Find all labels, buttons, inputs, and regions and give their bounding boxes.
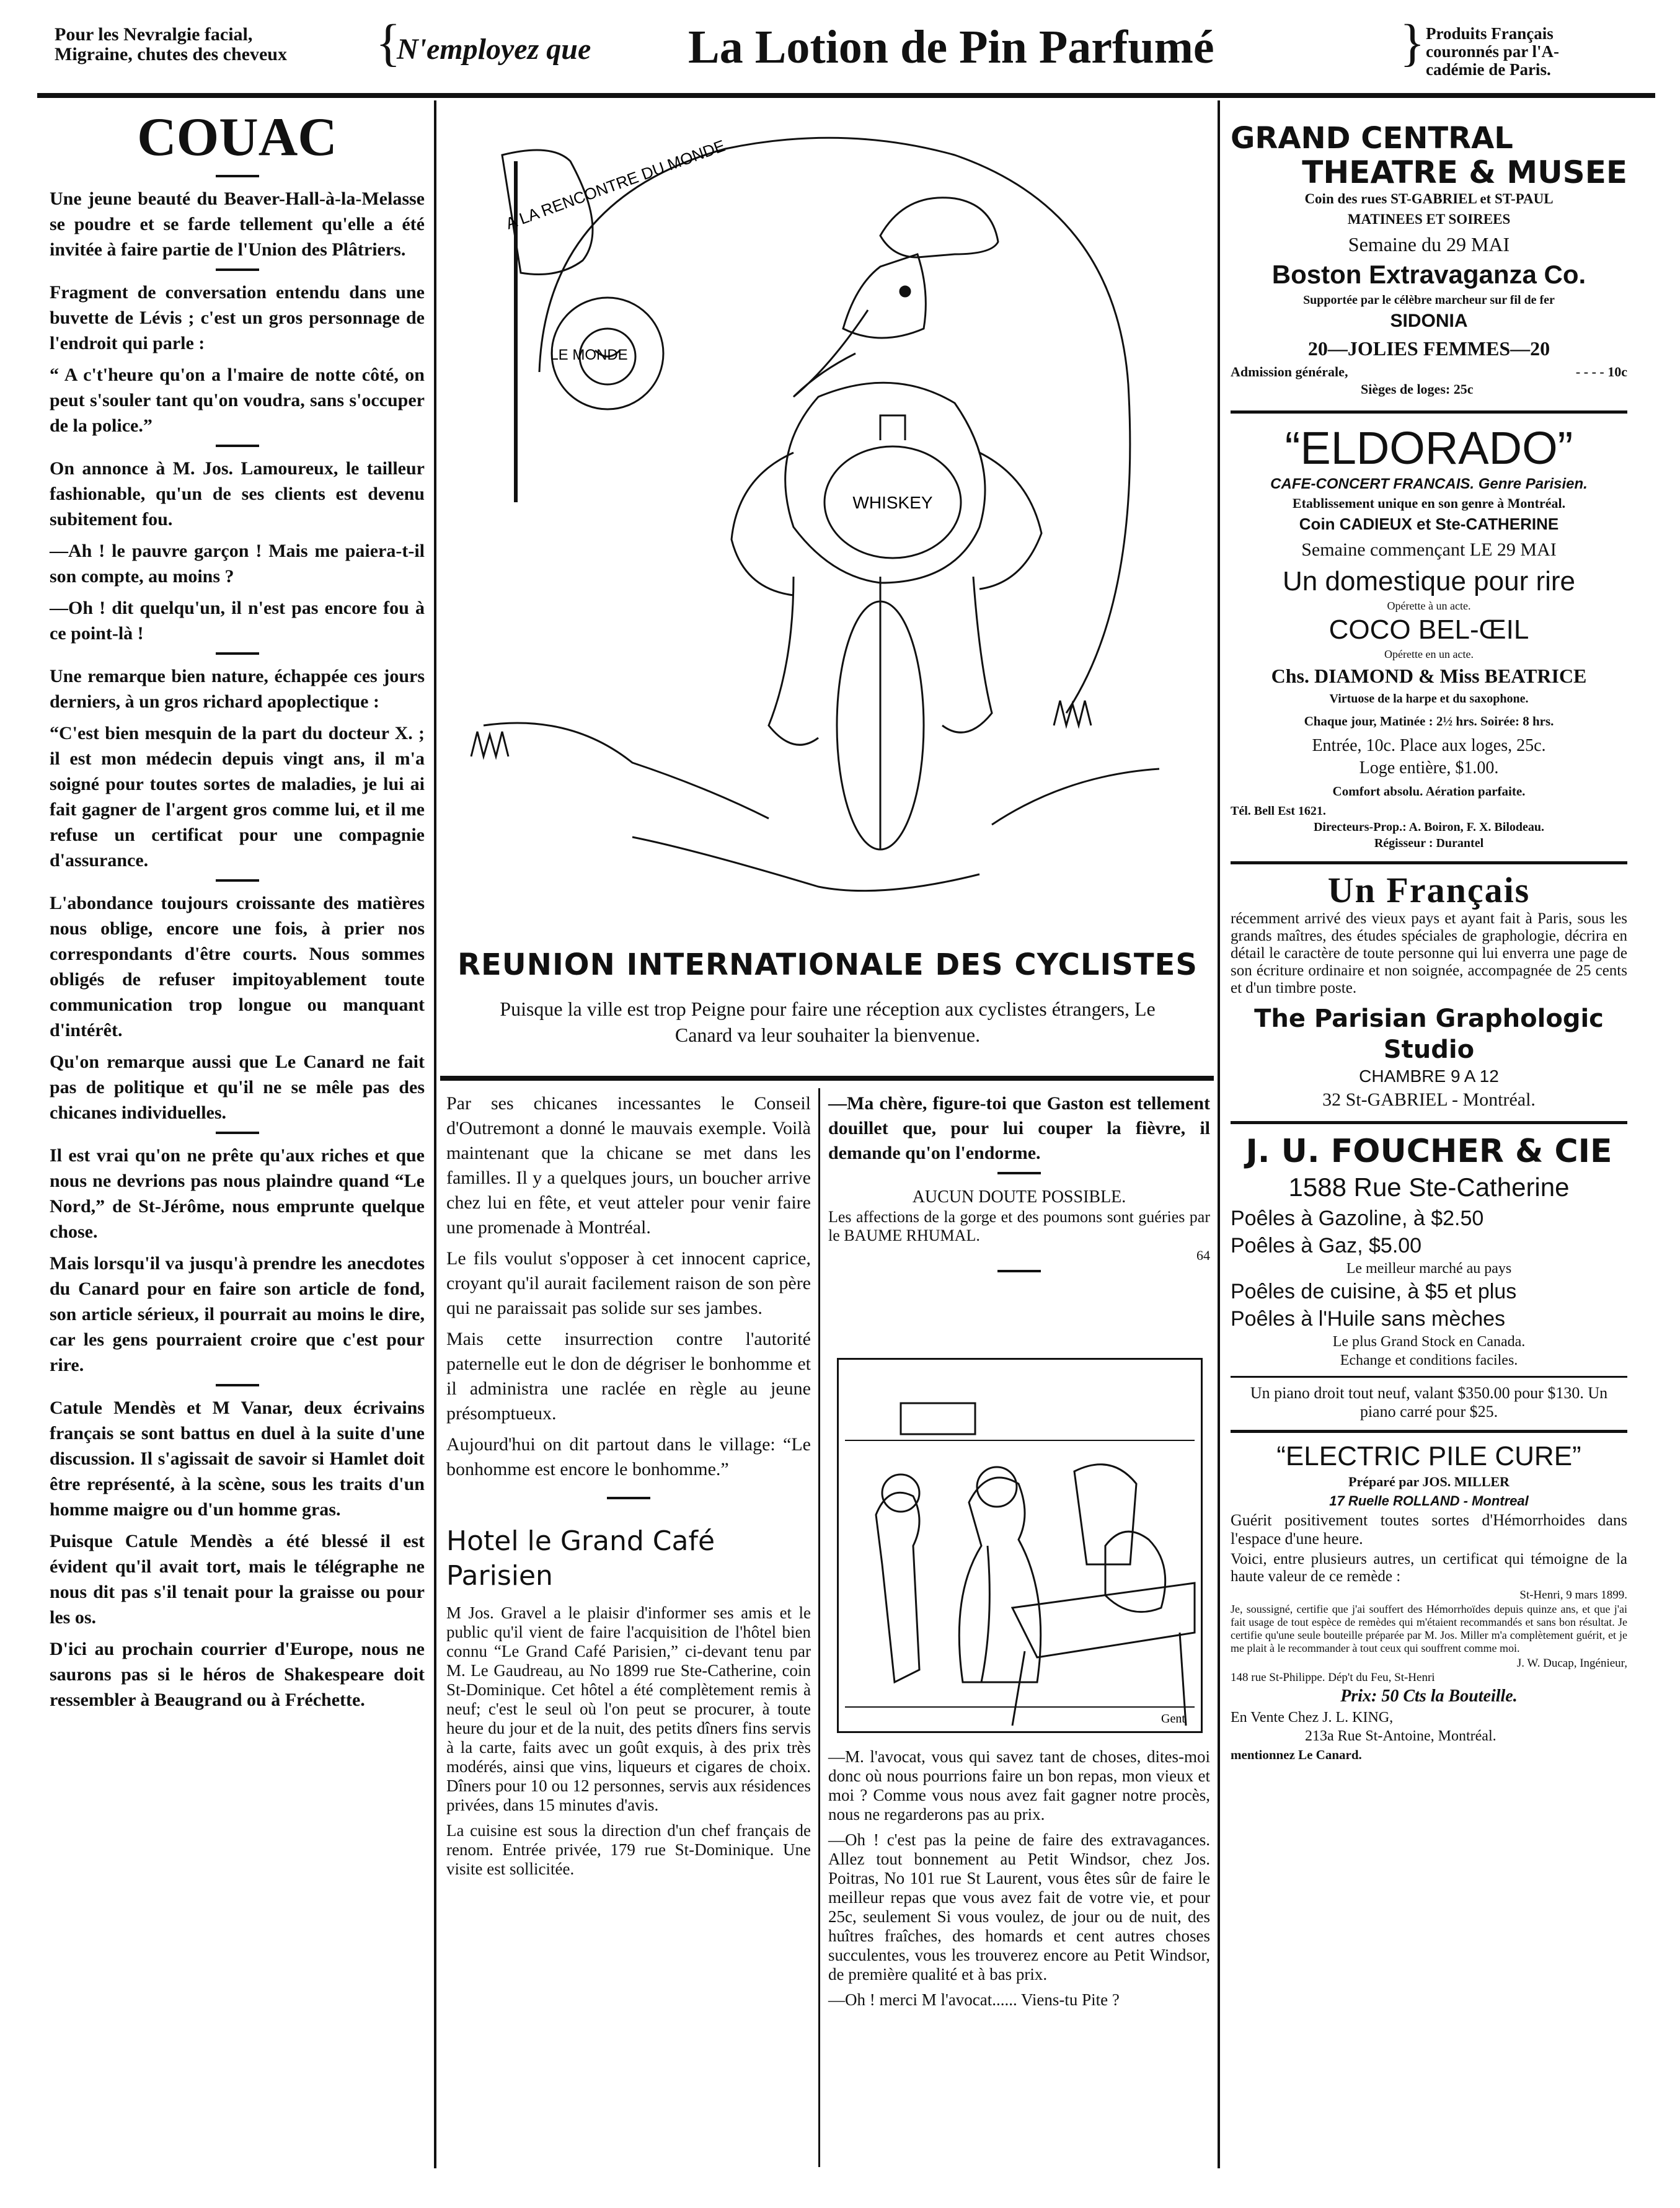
el-unique: Etablissement unique en son genre à Montréal. [1292,495,1566,511]
couac-column [50,107,425,1719]
couac-item-notice: L'abondance toujours croissante des matières nous oblige, encore une fois, à prier nos correspondants d'être courts. Nous sommes obligés de refuser impitoyablement toute communication trop longue ou manquant d'intérêt. [50,893,425,1040]
gc-admission-price: - - - - 10c [1575,364,1627,379]
ads-column [1231,122,1627,1764]
couac-item-le-nord: Il est vrai qu'on ne prête qu'aux riches et que nous ne devrions pas nous plaindre quand “Le Nord,” de St-Jérôme, nous emprunte quelque chose. [50,1145,425,1242]
couac-item-plasterers: Une jeune beauté du Beaver-Hall-à-la-Melasse se poudre et se farde tellement qu'elle a été invitée à faire partie de l'Union des Plâtriers. [50,188,425,260]
cartoon-caption: Puisque la ville est trop Peigne pour faire une réception aux cyclistes étrangers, Le Canard va leur souhaiter la bienvenue. [500,998,1156,1046]
cartoon-rule [440,1076,1214,1081]
separator [997,1172,1041,1174]
ad-divider [1231,410,1627,414]
middle-column [446,1091,811,1885]
separator [216,175,259,177]
el-directors: Directeurs-Prop.: A. Boiron, F. X. Bilodeau. [1313,820,1545,834]
lawyer-cartoon [837,1358,1203,1733]
masthead-center-pre: N'employez que [397,33,591,66]
el-title: “ELDORADO” [1284,422,1573,474]
gaston-item: —Ma chère, figure-toi que Gaston est tellement douillet que, pour lui couper la fièvre, il demande qu'on l'endorme. [828,1093,1210,1163]
bottle-label: WHISKEY [852,493,933,512]
gc-women: 20—JOLIES FEMMES—20 [1307,337,1550,360]
el-show-1-note: Opérette à un acte. [1387,600,1471,612]
ep-signer-address: 148 rue St-Philippe. Dép't du Feu, St-Henri [1231,1671,1435,1684]
ad-pile-cure [1231,1440,1627,1764]
signpost-label: A LA RENCONTRE DU MONDE [503,136,728,233]
jf-line-5: Poêles à l'Huile sans mèches [1231,1307,1506,1331]
ep-date: St-Henri, 9 mars 1899. [1519,1589,1627,1602]
el-prices: Entrée, 10c. Place aux loges, 25c. [1312,736,1546,755]
outremont-item-2: Le fils voulut s'opposer à cet innocent caprice, croyant qu'il aurait facilement raison de son père qui ne paraissait pas solide sur ses jambes. [446,1248,811,1318]
gc-admission-label: Admission générale, [1231,364,1348,379]
column-rule-2 [1218,100,1220,2168]
ep-intro: Voici, entre plusieurs autres, un certificat qui témoigne de la haute valeur de ce remède : [1231,1551,1627,1585]
ep-signer: J. W. Ducap, Ingénieur, [1516,1657,1627,1670]
el-comfort: Comfort absolu. Aération parfaite. [1332,784,1526,799]
ad-foucher [1231,1133,1627,1421]
lawyer-scene-drawing [839,1360,1201,1731]
uf-address: 32 St-GABRIEL - Montréal. [1322,1089,1536,1110]
cyclist-duck-drawing [446,105,1209,936]
el-phone: Tél. Bell Est 1621. [1231,804,1326,818]
gc-week: Semaine du 29 MAI [1348,233,1510,255]
hotel-title: Hotel le Grand Café Parisien [446,1525,715,1592]
jf-line-7: Echange et conditions faciles. [1340,1352,1518,1368]
couac-item-tailor-3: —Oh ! dit quelqu'un, il n'est pas encore fou à ce point-là ! [50,598,425,644]
masthead-left [55,25,377,64]
el-artists: Chs. DIAMOND & Miss BEATRICE [1271,665,1587,687]
el-subtitle: CAFE-CONCERT FRANCAIS. Genre Parisien. [1270,476,1588,492]
cartoon-title: REUNION INTERNATIONALE DES CYCLISTES [458,947,1198,982]
ep-price: Prix: 50 Cts la Bouteille. [1340,1687,1518,1706]
couac-item-duel-3: D'ici au prochain courrier d'Europe, nous ne saurons pas si le héros de Shakespeare doit ressembler à Beaugrand ou à Fréchette. [50,1639,425,1710]
el-week: Semaine commençant LE 29 MAI [1301,539,1557,560]
third-column [828,1091,1210,1281]
uf-room: CHAMBRE 9 A 12 [1359,1066,1499,1086]
el-regisseur: Régisseur : Durantel [1374,836,1484,850]
column-rule-1 [434,100,436,2168]
doute-text: Les affections de la gorge et des poumons sont guéries par le BAUME RHUMAL. [828,1208,1210,1244]
el-show-1: Un domestique pour rire [1282,566,1575,596]
ep-claim: Guérit positivement toutes sortes d'Hémorrhoides dans l'espace d'une heure. [1231,1511,1627,1548]
masthead-rule [37,93,1655,98]
lawyer-dialogue [828,1747,1210,2016]
outremont-item: Par ses chicanes incessantes le Conseil d'Outremont a donné le mauvais exemple. Voilà maintenant que la chicane se met dans les familles. Il y a quelques jours, un boucher arrive chez lui en fête, et veut atteler pour venir faire une promenade à Montréal. [446,1093,811,1238]
separator [216,879,259,882]
masthead-left-line1: Pour les Nevralgie facial, [55,24,253,45]
masthead-right-line1: Produits Français [1426,24,1554,43]
jf-title: J. U. FOUCHER & CIE [1245,1133,1612,1170]
jf-line-6: Le plus Grand Stock en Canada. [1332,1334,1526,1350]
masthead-brace-left: { [376,14,401,72]
ad-divider [1231,861,1627,864]
ad-grand-central [1231,122,1627,398]
uf-title: Un Français [1327,870,1531,910]
separator [216,652,259,655]
masthead-right [1426,25,1661,79]
couac-item-anecdotes: Mais lorsqu'il va jusqu'à prendre les anecdotes du Canard pour en faire son article de fond, son article sérieux, il pourrait au moins le dire, car les gens pourraient croire que c'est pour rire. [50,1253,425,1375]
jf-line-4: Poêles de cuisine, à $5 et plus [1231,1280,1517,1303]
separator [216,268,259,271]
ad-graphologist [1231,871,1627,1112]
gc-title-1: GRAND CENTRAL [1231,121,1513,156]
lawyer-dialogue-1: —M. l'avocat, vous qui savez tant de choses, dites-moi donc où nous pourrions faire un bon repas, mon vieux et moi ? Comme vous nous avez fait gagner notre procès, nous ne regarderons pas au prix. [828,1747,1210,1824]
cartoon-illustration [446,105,1209,936]
el-box: Loge entière, $1.00. [1359,758,1499,778]
gc-title-2: THEATRE & MUSEE [1302,154,1627,190]
couac-item-duel: Catule Mendès et M Vanar, deux écrivains français se sont battus en duel à la suite d'une discussion. Il s'agissait de savoir si Hamlet doit être représenté, à la scène, sous les traits d'un homme maigre ou d'un homme gras. [50,1398,425,1520]
separator [216,445,259,447]
artist-signature: Gent [1161,1712,1185,1726]
separator [216,1384,259,1386]
sun-label: LE MONDE [550,347,628,363]
masthead-right-line3: cadémie de Paris. [1426,60,1551,79]
masthead-brace-right: } [1400,14,1425,72]
uf-text: récemment arrivé des vieux pays et ayant fait à Paris, sous les grands maîtres, des études spéciales de graphologie, décrira en détail le caractère de toute personne qui lui enverra une page de son écriture ordinaire et non soignée, accompagnée de 25 cents et d'un timbre poste. [1231,910,1627,996]
ad-divider [1231,1121,1627,1124]
gc-company: Boston Extravaganza Co. [1271,260,1586,289]
jf-line-2: Poêles à Gaz, $5.00 [1231,1234,1422,1257]
ep-vendor-address: 213a Rue St-Antoine, Montréal. [1305,1728,1497,1744]
jf-line-1: Poêles à Gazoline, à $2.50 [1231,1207,1484,1230]
el-show-2: COCO BEL-ŒIL [1329,614,1529,645]
ep-title: “ELECTRIC PILE CURE” [1276,1441,1581,1471]
couac-title: COUAC [137,107,337,167]
couac-item-richard: Une remarque bien nature, échappée ces jours derniers, à un gros richard apoplectique : [50,666,425,712]
couac-item-tailor: On annonce à M. Jos. Lamoureux, le tailleur fashionable, qu'un de ses clients est devenu subitement fou. [50,458,425,530]
column-rule-3 [818,1088,820,2167]
separator [607,1497,650,1499]
ad-divider [1231,1376,1627,1378]
lawyer-dialogue-2: —Oh ! c'est pas la peine de faire des extravagances. Allez tout bonnement au Petit Windsor, chez Jos. Poitras, No 101 rue St Laurent, vous êtes sûr de faire le meilleur repas que vous avez fait de votre vie, et pour 25c, seulement Si vous voulez, de jour ou de nuit, des huîtres fraîches, des homards et cent autres choses succulentes, vous les trouverez encore au Petit Windsor, de première qualité et à bas prix. [828,1830,1210,1984]
couac-item-duel-2: Puisque Catule Mendès a été blessé il est évident qu'il avait tort, mais le télégraphe ne nous dit pas s'il tenait pour la graisse ou pour les os. [50,1531,425,1628]
couac-item-levis: Fragment de conversation entendu dans une buvette de Lévis ; c'est un gros personnage de l'endroit qui parle : [50,282,425,353]
jf-address: 1588 Rue Ste-Catherine [1288,1173,1570,1202]
masthead-right-line2: couronnés par l'A- [1426,42,1560,61]
couac-item-tailor-2: —Ah ! le pauvre garçon ! Mais me paiera-t-il son compte, au moins ? [50,541,425,587]
separator [216,1132,259,1134]
couac-item-levis-quote: “ A c't'heure qu'on a l'maire de notte côté, on peut s'souler tant qu'on voudra, sans s'occuper de la police.” [50,365,425,436]
gc-support: Supportée par le célèbre marcheur sur fil de fer [1303,293,1555,307]
el-virtuoso: Virtuose de la harpe et du saxophone. [1329,692,1529,706]
separator [997,1270,1041,1272]
lawyer-dialogue-3: —Oh ! merci M l'avocat...... Viens-tu Pite ? [828,1990,1120,2009]
couac-item-richard-quote: “C'est bien mesquin de la part du docteur X. ; il est mon médecin depuis vingt ans, il m'a soigné pour toutes sortes de maladies, je lui ai fait gagner de l'argent gros comme lui, et il me refuse un certificat pour une compagnie d'assurance. [50,723,425,871]
masthead-product-name: La Lotion de Pin Parfumé [688,21,1214,73]
gc-matinees: MATINEES ET SOIREES [1347,211,1511,227]
hotel-text-2: La cuisine est sous la direction d'un chef français de renom. Entrée privée, 179 rue St-Dominique. Une visite est sollicitée. [446,1821,811,1878]
gc-admission [1231,363,1627,381]
couac-item-politics: Qu'on remarque aussi que Le Canard ne fait pas de politique et qu'il ne se mêle pas des chicanes individuelles. [50,1052,425,1123]
outremont-item-3: Mais cette insurrection contre l'autorité paternelle eut le don de dégriser le bonhomme et il administra une raclée en règle au jeune présomptueux. [446,1329,811,1424]
gc-loges: Sièges de loges: 25c [1361,381,1474,397]
jf-piano: Un piano droit tout neuf, valant $350.00 pour $130. Un piano carré pour $25. [1250,1384,1608,1421]
ep-address: 17 Ruelle ROLLAND - Montreal [1329,1493,1529,1509]
ep-testimony: Je, soussigné, certifie que j'ai souffert des Hémorrhoïdes depuis quinze ans, et que j'ai fait usage de tout espèce de remèdes qui m'étaient recommandés et sans bon résultat. Je certifie qu'une seule bouteille préparée par M. Jos. Miller m'a complètement guérit, et je me plait à le recommander à tout ceux qui souffrent comme moi. [1231,1603,1627,1654]
ad-divider [1231,1430,1627,1433]
doute-title: AUCUN DOUTE POSSIBLE. [912,1187,1126,1207]
jf-line-3: Le meilleur marché au pays [1346,1261,1512,1277]
gc-address: Coin des rues ST-GABRIEL et ST-PAUL [1304,191,1554,206]
el-schedule: Chaque jour, Matinée : 2½ hrs. Soirée: 8 hrs. [1304,714,1554,729]
masthead-left-line2: Migraine, chutes des cheveux [55,44,287,64]
ep-vendor: En Vente Chez J. L. KING, [1231,1709,1394,1726]
hotel-text: M Jos. Gravel a le plaisir d'informer ses amis et le public qu'il vient de faire l'acquisition de l'hôtel bien connu “Le Grand Café Parisien,” ci-devant tenu par M. Le Gaudreau, au No 1899 rue Ste-Catherine, coin St-Dominique. Cet hôtel a été complètement remis à neuf; c'est le seul où l'on peut se procurer, à toute heure du jour et de la nuit, des petits dîners fins servis à la carte, faits avec un goût exquis, à des prix très modérés, ainsi que vins, liqueurs et cigares de choix. Dîners pour 10 ou 12 personnes, servis aux résidences privées, dans 15 minutes d'avis. [446,1603,811,1814]
ep-mention: mentionnez Le Canard. [1231,1747,1362,1762]
el-show-2-note: Opérette en un acte. [1384,648,1474,660]
gc-sidonia: SIDONIA [1390,311,1468,331]
el-corner: Coin CADIEUX et Ste-CATHERINE [1299,515,1559,533]
doute-number: 64 [1196,1248,1210,1263]
ad-eldorado [1231,422,1627,851]
outremont-item-4: Aujourd'hui on dit partout dans le village: “Le bonhomme est encore le bonhomme.” [446,1434,811,1479]
uf-studio: The Parisian Graphologic Studio [1254,1004,1604,1064]
ep-prepared: Préparé par JOS. MILLER [1348,1474,1510,1489]
